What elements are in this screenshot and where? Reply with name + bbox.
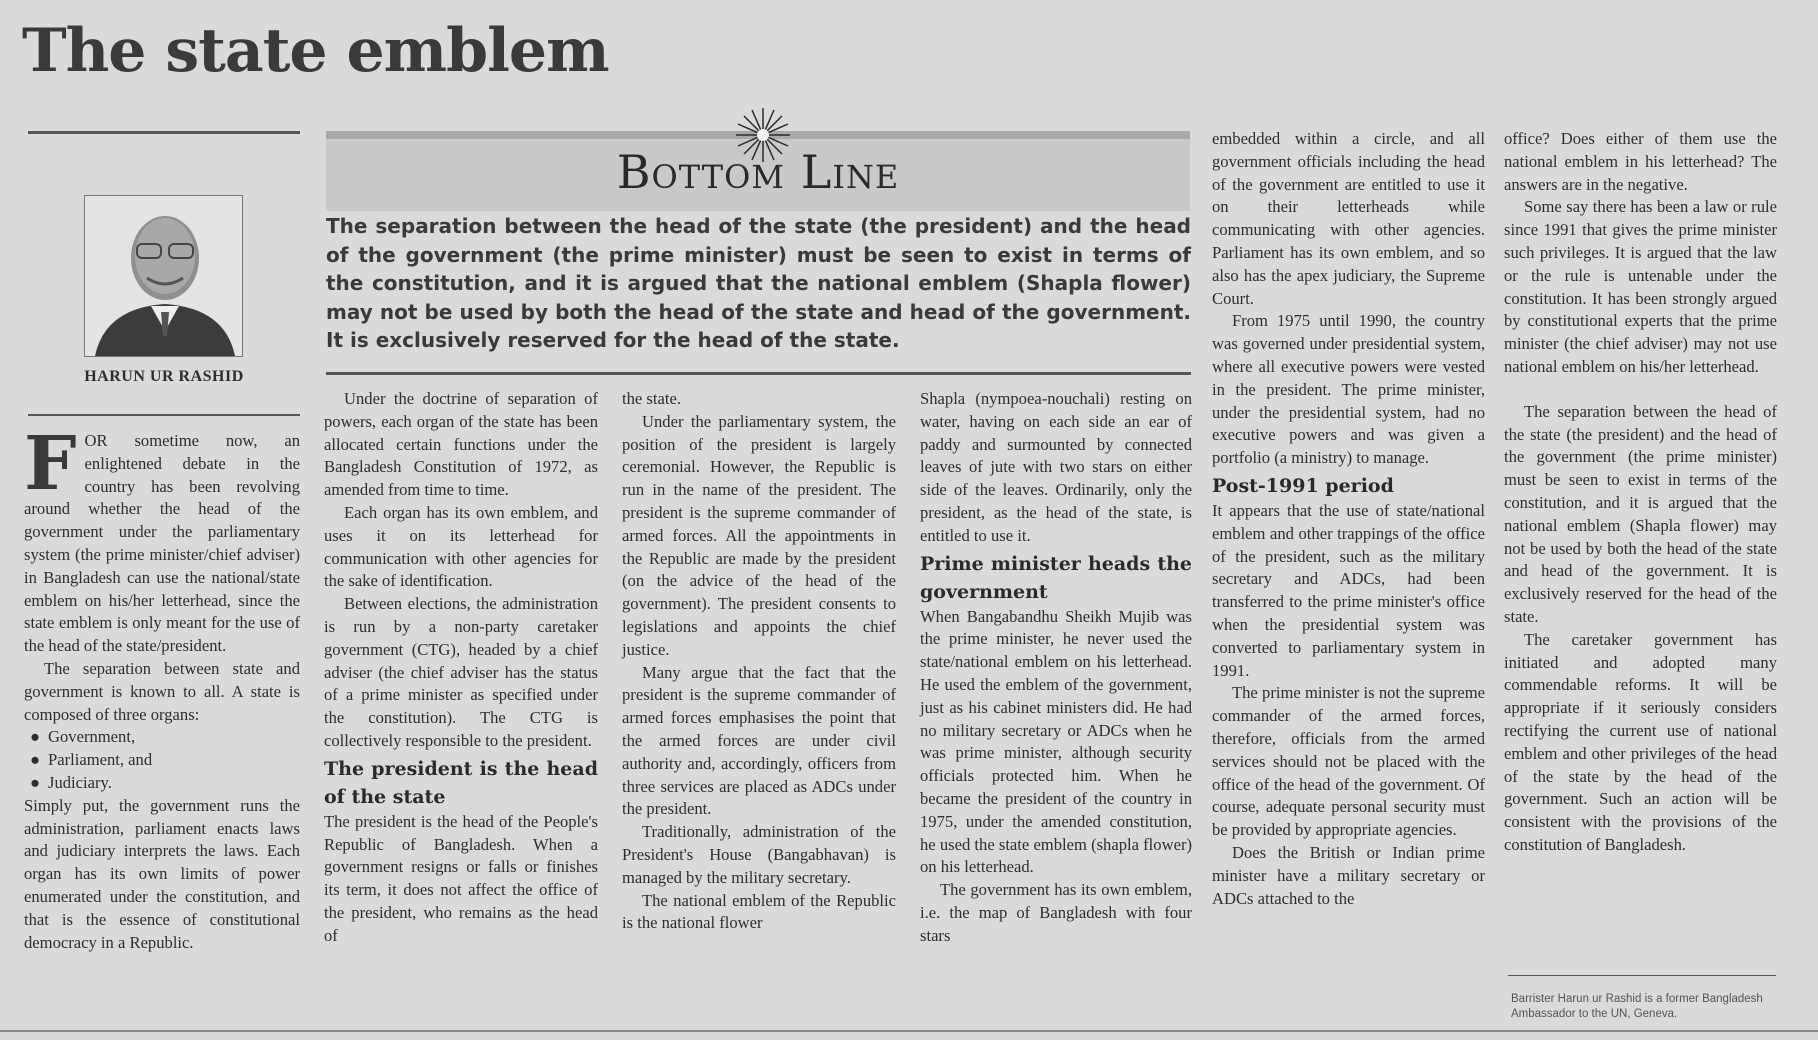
paragraph: office? Does either of them use the national emblem in his letterhead? The answers are in the negative. bbox=[1504, 129, 1777, 194]
footnote-rule bbox=[1508, 975, 1776, 976]
paragraph: When Bangabandhu Sheikh Mujib was the prime minister, he never used the state/national emblem on his letterhead. He used the emblem of the government, just as his cabinet ministers did. He had no military secretary or ADCs when he was prime minister, although security officials protected him. When he became the president of the country in 1975, under the amended constitution, he used the state emblem (shapla flower) on his letterhead. bbox=[920, 606, 1192, 877]
bullet-icon: ● bbox=[30, 727, 41, 747]
column-4 bbox=[920, 388, 1192, 948]
paragraph: the state. bbox=[622, 389, 681, 408]
subheading: The president is the head of the state bbox=[324, 757, 598, 808]
paragraph: Each organ has its own emblem, and uses it on its letterhead for communication with other agencies for the sake of identification. bbox=[324, 502, 598, 591]
subheading: Post-1991 period bbox=[1212, 474, 1394, 497]
lead-text: OR sometime now, an enlightened debate in the country has been revolving around whether the head of the government under the parliamentary system (the prime minister/chief adviser) in Bangladesh can use the national/state emblem on his/her letterhead, since the state emblem is only meant for the use of the head of the state/president. bbox=[24, 431, 300, 656]
column-3 bbox=[622, 388, 896, 935]
paragraph: Some say there has been a law or rule since 1991 that gives the prime minister such privileges. It is argued that the law or the rule is untenable under the constitution. It has been strongly argued by constitutional experts that the prime minister (the chief adviser) may not use national emblem on his/her letterhead. bbox=[1504, 197, 1777, 376]
headline: The state emblem bbox=[22, 16, 609, 86]
paragraph: The separation between state and government is known to all. A state is composed of three organs: bbox=[24, 658, 300, 724]
pull-quote: The separation between the head of the state (the president) and the head of the government (the prime minister) must be seen to exist in terms of the constitution, and it is argued that the national emblem (Shapla flower) may not be used by both the head of the state and head of the government. It is exclusively reserved for the head of the state. bbox=[326, 214, 1191, 353]
paragraph: Under the doctrine of separation of powers, each organ of the state has been allocated certain functions under the Bangladesh Constitution of 1972, as amended from time to time. bbox=[324, 389, 598, 500]
list-item-text: Judiciary. bbox=[48, 772, 112, 792]
paragraph: The president is the head of the People's Republic of Bangladesh. When a government resigns or falls or finishes its term, it does not affect the office of the president, who remains as the head of bbox=[324, 811, 598, 945]
paragraph: Does the British or Indian prime minister have a military secretary or ADCs attached to the bbox=[1212, 842, 1485, 908]
paragraph: The national emblem of the Republic is the national flower bbox=[622, 890, 896, 933]
pull-quote-rule bbox=[326, 372, 1191, 375]
paragraph: The government has its own emblem, i.e. the map of Bangladesh with four stars bbox=[920, 880, 1192, 945]
author-byline: HARUN UR RASHID bbox=[84, 368, 244, 385]
paragraph: The caretaker government has initiated and adopted many commendable reforms. It will be appropriate if it seriously considers rectifying the current use of national emblem and other privileges of the head of the state by the head of the government. Such an action will be consistent with the provisions of the constitution of Bangladesh. bbox=[1504, 629, 1777, 854]
paragraph: embedded within a circle, and all government officials including the head of the government are entitled to use it on their letterheads while communicating with other agencies. Parliament has its own emblem, and so also has the apex judiciary, the Supreme Court. bbox=[1212, 129, 1485, 308]
list-item-text: Government, bbox=[48, 727, 136, 747]
paragraph: It appears that the use of state/national emblem and other trappings of the office of the president, such as the military secretary and ADCs, had been transferred to the prime minister's office when the presidential system was converted to parliamentary system in 1991. bbox=[1212, 500, 1485, 680]
author-footnote: Barrister Harun ur Rashid is a former Bangladesh Ambassador to the UN, Geneva. bbox=[1511, 993, 1763, 1020]
bullet-icon: ● bbox=[30, 750, 41, 770]
paragraph: Many argue that the fact that the president is the supreme commander of armed forces emphasises the point that the armed forces are under civil authority and, accordingly, officers from three services are placed as ADCs under the president. bbox=[622, 662, 896, 819]
list-item bbox=[30, 772, 300, 795]
lead-paragraph bbox=[24, 421, 300, 658]
paragraph: The prime minister is not the supreme commander of the armed forces, therefore, officials from the armed services should not be placed with the office of the head of the government. Of course, adequate personal security must be provided by appropriate agencies. bbox=[1212, 683, 1485, 840]
drop-cap: F bbox=[24, 421, 77, 507]
bullet-icon: ● bbox=[30, 772, 41, 792]
paragraph: Traditionally, administration of the President's House (Bangabhavan) is managed by the military secretary. bbox=[622, 822, 896, 887]
paragraph: Between elections, the administration is run by a non-party caretaker government (CTG), headed by a chief adviser (the chief adviser has the status of a prime minister as specified under the constitution). The CTG is collectively responsible to the president. bbox=[324, 594, 598, 750]
organs-list bbox=[24, 726, 300, 794]
list-item bbox=[30, 726, 300, 749]
paragraph: From 1975 until 1990, the country was governed under presidential system, where all executive powers were vested in the president. The prime minister, under the presidential system, had no executive powers and was given a portfolio (a ministry) to manage. bbox=[1212, 311, 1485, 468]
column-2 bbox=[324, 388, 598, 948]
author-photo bbox=[84, 195, 243, 357]
column-1 bbox=[24, 421, 300, 954]
column-6 bbox=[1504, 128, 1777, 857]
paragraph: Shapla (nympoea-nouchali) resting on water, having on each side an ear of paddy and surmounted by connected leaves of jute with two stars on either side of the leaves. Ordinarily, only the president, as the head of the state, is entitled to use it. bbox=[920, 389, 1192, 545]
page-bottom-rule bbox=[0, 1030, 1818, 1032]
author-top-rule bbox=[28, 131, 300, 134]
section-title: Bottom Line bbox=[616, 145, 900, 199]
list-item-text: Parliament, and bbox=[48, 750, 153, 770]
paragraph: The separation between the head of the state (the president) and the head of the government (the prime minister) must be seen to exist in terms of the constitution, and it is argued that the national emblem (Shapla flower) may not be used by both the head of the state and head of the government. It is exclusively reserved for the head of the state. bbox=[1504, 401, 1777, 626]
author-portrait-icon bbox=[85, 196, 242, 356]
paragraph: Simply put, the government runs the administration, parliament enacts laws and judiciary interprets the laws. Each organ has its own limits of power enumerated under the constitution, and that is the essence of constitutional democracy in a Republic. bbox=[24, 795, 300, 952]
paragraph: Under the parliamentary system, the position of the president is largely ceremonial. However, the Republic is run in the name of the president. The president is the supreme commander of armed forces. All the appointments in the Republic are made by the president (on the advice of the head of the government). The president consents to legislations and appoints the chief justice. bbox=[622, 411, 896, 659]
subheading: Prime minister heads the government bbox=[920, 552, 1192, 603]
column-5 bbox=[1212, 128, 1485, 910]
list-item bbox=[30, 749, 300, 772]
author-bottom-rule bbox=[28, 414, 300, 416]
